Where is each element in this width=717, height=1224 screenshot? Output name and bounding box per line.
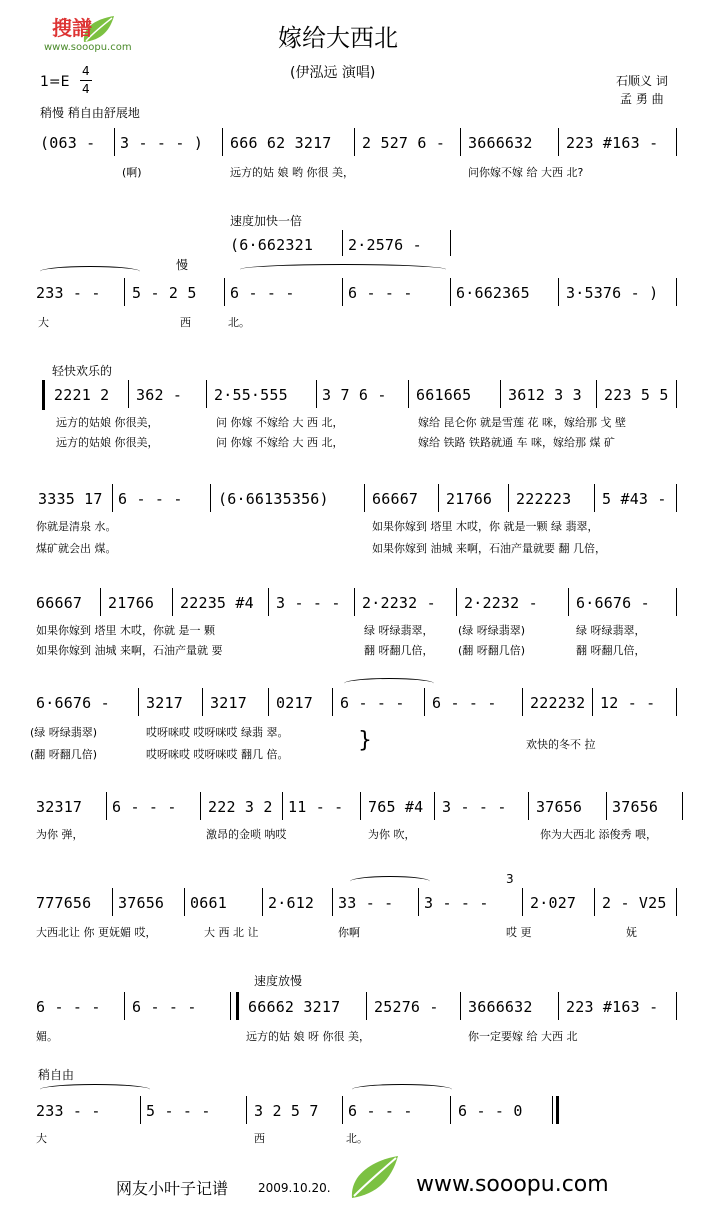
measure: 6 - - - (112, 798, 177, 816)
tie-arc (240, 264, 446, 275)
barline (682, 792, 683, 820)
lyric: 为你 弹， (36, 828, 84, 841)
tempo-marking: 稍慢 稍自由舒展地 (40, 106, 140, 120)
measure: 5 - - - (146, 1102, 211, 1120)
measure: 12 - - (600, 694, 656, 712)
measure: 5 #43 - (602, 490, 667, 508)
measure: 222223 (516, 490, 572, 508)
measure: 3 - - - (442, 798, 507, 816)
lyric: (啊) (122, 166, 142, 179)
measure: 37656 (536, 798, 583, 816)
lyric: 嫁给 铁路 铁路就通 车 咪，嫁给那 煤 矿 (418, 436, 615, 449)
measure: 37656 (612, 798, 659, 816)
time-sig-bottom: 4 (82, 82, 90, 96)
slow-marking: 慢 (176, 258, 189, 272)
lyric: (翻 呀翻几倍) (30, 748, 98, 761)
measure: 223 5 5 (604, 386, 669, 404)
lyric: 远方的姑娘 你很美， (56, 416, 159, 429)
page-title: 嫁给大西北 (278, 24, 398, 52)
lyricist: 石顺义 词 (616, 74, 668, 88)
barline (500, 380, 501, 408)
repeat-start (42, 380, 45, 410)
barline (246, 1096, 247, 1124)
lyric: 媚。 (36, 1030, 58, 1043)
lyric: 大西北让 你 更妩媚 哎， (36, 926, 157, 939)
lyric: 问 你嫁 不嫁给 大 西 北， (216, 416, 344, 429)
lyric: 你就是清泉 水。 (36, 520, 117, 533)
measure: 223 #163 - (566, 998, 659, 1016)
lyric: 翻 呀翻几倍， (576, 644, 646, 657)
measure: 6·6676 - (576, 594, 650, 612)
barline (230, 992, 231, 1020)
final-barline (556, 1096, 559, 1124)
measure: 3 7 6 - (322, 386, 387, 404)
measure: 2·2576 - (348, 236, 422, 254)
time-sig-line (80, 80, 92, 81)
lyric: 绿 呀绿翡翠， (576, 624, 646, 637)
measure: 6·662365 (456, 284, 530, 302)
lyric: (绿 呀绿翡翠) (458, 624, 526, 637)
barline (342, 278, 343, 306)
measure: 223 #163 - (566, 134, 659, 152)
barline (366, 992, 367, 1020)
site-logo (44, 10, 159, 56)
barline (676, 888, 677, 916)
lyric: 远方的姑 娘 哟 你很 美， (230, 166, 354, 179)
tie-arc (40, 1084, 150, 1095)
lyric: 欢快的冬不 拉 (526, 738, 596, 751)
measure: 2·2232 - (362, 594, 436, 612)
barline (592, 688, 593, 716)
barline (676, 992, 677, 1020)
barline (268, 588, 269, 616)
measure: 33 - - (338, 894, 394, 912)
barline (224, 278, 225, 306)
measure: 2 - V25 (602, 894, 667, 912)
measure: 3666632 (468, 134, 533, 152)
measure: 5 - 2 5 (132, 284, 197, 302)
measure: (063 - (40, 134, 96, 152)
barline (522, 888, 523, 916)
measure: 6 - - - (340, 694, 405, 712)
measure: 3217 (146, 694, 183, 712)
barline (438, 484, 439, 512)
lyric: 如果你嫁到 塔里 木哎，你 就是一颗 绿 翡翠， (372, 520, 599, 533)
barline (606, 792, 607, 820)
barline (460, 128, 461, 156)
barline (316, 380, 317, 408)
composer: 孟 勇 曲 (620, 92, 664, 106)
barline (558, 128, 559, 156)
barline (596, 380, 597, 408)
brace: } (358, 728, 372, 753)
barline (434, 792, 435, 820)
key-signature: 1=E (40, 74, 70, 90)
measure: 6 - - - (230, 284, 295, 302)
lyric: (翻 呀翻几倍) (458, 644, 526, 657)
lyric: 你一定要嫁 给 大西 北 (468, 1030, 578, 1043)
barline (676, 688, 677, 716)
measure: 3·5376 - ) (566, 284, 659, 302)
barline (418, 888, 419, 916)
barline (456, 588, 457, 616)
lyric: 问你嫁不嫁 给 大西 北? (468, 166, 584, 179)
lyric: 嫁给 昆仑你 就是雪莲 花 咪，嫁给那 戈 壁 (418, 416, 626, 429)
lyric: 大 (38, 316, 49, 329)
measure: 6 - - - (132, 998, 197, 1016)
barline (594, 484, 595, 512)
barline (460, 992, 461, 1020)
measure: 0661 (190, 894, 227, 912)
measure: 3612 3 3 (508, 386, 582, 404)
lyric: 大 (36, 1132, 47, 1145)
barline (262, 888, 263, 916)
measure: 3 - - - (424, 894, 489, 912)
measure: 6 - - - (432, 694, 497, 712)
barline (268, 688, 269, 716)
measure: 3335 17 (38, 490, 103, 508)
measure: 37656 (118, 894, 165, 912)
measure: 3 - - - (276, 594, 341, 612)
lyric: 你啊 (338, 926, 360, 939)
transcriber-credit: 网友小叶子记谱 (116, 1179, 229, 1198)
lyric: 大 西 北 让 (204, 926, 259, 939)
lyric: 问 你嫁 不嫁给 大 西 北， (216, 436, 344, 449)
tie-arc (344, 678, 434, 689)
measure: 66662 3217 (248, 998, 341, 1016)
lyric: 激昂的金唢 呐哎 (206, 828, 287, 841)
lyric: 哎呀咪哎 哎呀咪哎 绿翡 翠。 (146, 726, 289, 739)
measure: (6·66135356) (218, 490, 329, 508)
barline (508, 484, 509, 512)
barline (676, 588, 677, 616)
barline (450, 1096, 451, 1124)
lyric: 你为大西北 添俊秀 喂， (540, 828, 657, 841)
barline (558, 992, 559, 1020)
lyric: 如果你嫁到 塔里 木哎，你就 是一 颗 (36, 624, 215, 637)
measure: 6 - - - (36, 998, 101, 1016)
measure: 777656 (36, 894, 92, 912)
barline (112, 888, 113, 916)
measure: 6 - - 0 (458, 1102, 523, 1120)
barline (124, 992, 125, 1020)
barline (450, 278, 451, 306)
lyric: 远方的姑 娘 呀 你很 美， (246, 1030, 370, 1043)
measure: 11 - - (288, 798, 344, 816)
measure: 233 - - (36, 284, 101, 302)
barline (364, 484, 365, 512)
measure: 32317 (36, 798, 83, 816)
lyric: 煤矿就会出 煤。 (36, 542, 117, 555)
measure: 666 62 3217 (230, 134, 332, 152)
lyric: 西 (254, 1132, 265, 1145)
barline (106, 792, 107, 820)
lyric: 北。 (228, 316, 250, 329)
barline (558, 278, 559, 306)
tie-arc (352, 1084, 452, 1095)
barline (140, 1096, 141, 1124)
barline (100, 588, 101, 616)
measure: 6 - - - (348, 1102, 413, 1120)
barline (594, 888, 595, 916)
repeat-end (236, 992, 239, 1020)
time-sig-top: 4 (82, 64, 90, 78)
lyric: 如果你嫁到 油城 来啊，石油产量就 要 (36, 644, 223, 657)
measure: 66667 (372, 490, 419, 508)
barline (354, 128, 355, 156)
measure: 66667 (36, 594, 83, 612)
measure: 21766 (446, 490, 493, 508)
lyric: 远方的姑娘 你很美， (56, 436, 159, 449)
tie-arc (40, 266, 140, 277)
measure: 2221 2 (54, 386, 110, 404)
barline (676, 380, 677, 408)
barline (206, 380, 207, 408)
measure: 3 2 5 7 (254, 1102, 319, 1120)
barline (114, 128, 115, 156)
barline (342, 1096, 343, 1124)
measure: 2 527 6 - (362, 134, 446, 152)
measure: 661665 (416, 386, 472, 404)
barline (222, 128, 223, 156)
barline (522, 688, 523, 716)
barline (200, 792, 201, 820)
measure: 25276 - (374, 998, 439, 1016)
measure: 6 - - - (348, 284, 413, 302)
tie-arc (350, 876, 430, 887)
footer-url: www.sooopu.com (416, 1172, 609, 1197)
lyric: 北。 (346, 1132, 368, 1145)
barline (112, 484, 113, 512)
logo-url: www.sooopu.com (44, 42, 132, 53)
measure: 2·027 (530, 894, 577, 912)
tempo-marking: 稍自由 (38, 1068, 75, 1082)
barline (408, 380, 409, 408)
lyric: (绿 呀绿翡翠) (30, 726, 98, 739)
measure: 2·55·555 (214, 386, 288, 404)
measure: 3217 (210, 694, 247, 712)
measure: 222 3 2 (208, 798, 273, 816)
barline (528, 792, 529, 820)
barline (332, 688, 333, 716)
barline (354, 588, 355, 616)
measure: 233 - - (36, 1102, 101, 1120)
lyric: 西 (180, 316, 191, 329)
barline (184, 888, 185, 916)
measure: 21766 (108, 594, 155, 612)
measure: 0217 (276, 694, 313, 712)
singer: (伊泓远 演唱) (290, 65, 376, 81)
barline (128, 380, 129, 408)
barline (172, 588, 173, 616)
leaf-logo-icon (344, 1152, 404, 1204)
measure: 6·6676 - (36, 694, 110, 712)
barline (138, 688, 139, 716)
lyric: 哎 更 (506, 926, 532, 939)
barline (676, 484, 677, 512)
transcription-date: 2009.10.20. (258, 1181, 331, 1195)
barline (676, 128, 677, 156)
measure: 2·612 (268, 894, 315, 912)
tempo-marking: 轻快欢乐的 (52, 364, 113, 378)
barline (332, 888, 333, 916)
barline (202, 688, 203, 716)
measure: 3666632 (468, 998, 533, 1016)
barline (342, 230, 343, 256)
measure: 765 #4 (368, 798, 424, 816)
measure: (6·662321 (230, 236, 314, 254)
barline (282, 792, 283, 820)
barline (552, 1096, 553, 1124)
logo-name: 搜譜 (52, 16, 92, 40)
barline (424, 688, 425, 716)
barline (676, 278, 677, 306)
barline (124, 278, 125, 306)
measure: 222232 (530, 694, 586, 712)
grace-note: 3 (506, 872, 514, 886)
tempo-marking: 速度放慢 (254, 974, 303, 988)
lyric: 绿 呀绿翡翠， (364, 624, 434, 637)
measure: 22235 #4 (180, 594, 254, 612)
measure: 362 - (136, 386, 183, 404)
lyric: 为你 吹， (368, 828, 416, 841)
lyric: 如果你嫁到 油城 来啊，石油产量就要 翻 几倍， (372, 542, 606, 555)
measure: 6 - - - (118, 490, 183, 508)
barline (210, 484, 211, 512)
barline (568, 588, 569, 616)
tempo-marking: 速度加快一倍 (230, 214, 303, 228)
barline (360, 792, 361, 820)
barline (450, 230, 451, 256)
lyric: 妩 (626, 926, 637, 939)
measure: 3 - - - ) (120, 134, 204, 152)
lyric: 哎呀咪哎 哎呀咪哎 翻几 倍。 (146, 748, 289, 761)
measure: 2·2232 - (464, 594, 538, 612)
lyric: 翻 呀翻几倍， (364, 644, 434, 657)
